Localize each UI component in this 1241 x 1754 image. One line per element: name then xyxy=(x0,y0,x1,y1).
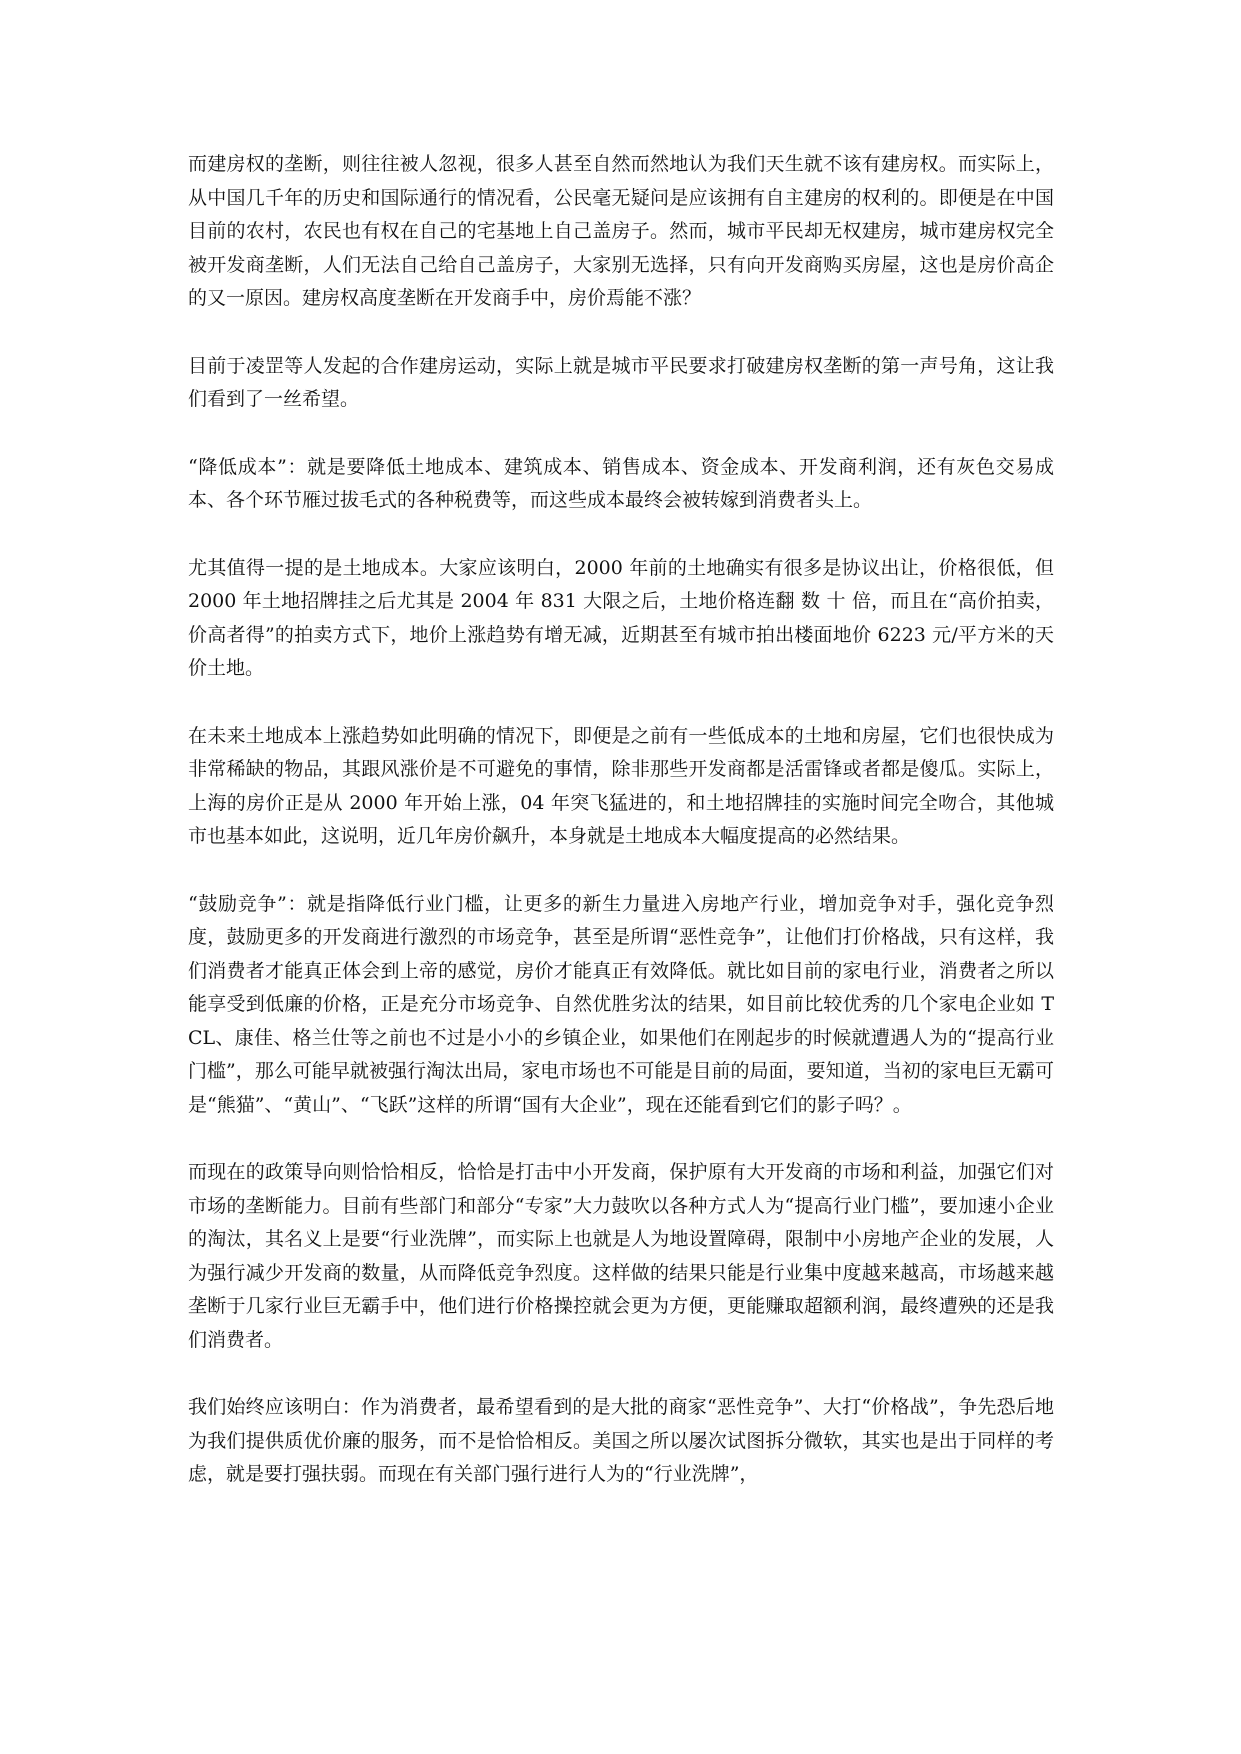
paragraph-2: 目前于凌罡等人发起的合作建房运动，实际上就是城市平民要求打破建房权垄断的第一声号角，这让我们看到了一丝希望。 xyxy=(188,354,1054,410)
paragraph-4: 尤其值得一提的是土地成本。大家应该明白，2000 年前的土地确实有很多是协议出让，价格很低，但 2000 年土地招牌挂之后尤其是 2004 年 831 大限之后，土地价格连翻 数 十 倍，而且在“高价拍卖，价高者得”的拍卖方式下，地价上涨趋势有增无减，近期甚至有城市拍出楼面地价 6223 元/平方米的天价土地。 xyxy=(188,556,1054,679)
paragraph-8: 我们始终应该明白：作为消费者，最希望看到的是大批的商家“恶性竞争”、大打“价格战”，争先恐后地为我们提供质优价廉的服务，而不是恰恰相反。美国之所以屡次试图拆分微软，其实也是出于同样的考虑，就是要打强扶弱。而现在有关部门强行进行人为的“行业洗牌”， xyxy=(188,1396,1054,1485)
paragraph-5: 在未来土地成本上涨趋势如此明确的情况下，即便是之前有一些低成本的土地和房屋，它们也很快成为非常稀缺的物品，其跟风涨价是不可避免的事情，除非那些开发商都是活雷锋或者都是傻瓜。实际上，上海的房价正是从 2000 年开始上涨，04 年突飞猛进的，和土地招牌挂的实施时间完全吻合，其他城市也基本如此，这说明，近几年房价飙升，本身就是土地成本大幅度提高的必然结果。 xyxy=(188,724,1054,847)
document-page xyxy=(188,148,1054,1526)
paragraph-6: “鼓励竞争”：就是指降低行业门槛，让更多的新生力量进入房地产行业，增加竞争对手，强化竞争烈度，鼓励更多的开发商进行激烈的市场竞争，甚至是所谓“恶性竞争”，让他们打价格战，只有这样，我们消费者才能真正体会到上帝的感觉，房价才能真正有效降低。就比如目前的家电行业，消费者之所以能享受到低廉的价格，正是充分市场竞争、自然优胜劣汰的结果，如目前比较优秀的几个家电企业如 TCL、康佳、格兰仕等之前也不过是小小的乡镇企业，如果他们在刚起步的时候就遭遇人为的“提高行业门槛”，那么可能早就被强行淘汰出局，家电市场也不可能是目前的局面，要知道，当初的家电巨无霸可是“熊猫”、“黄山”、“飞跃”这样的所谓“国有大企业”，现在还能看到它们的影子吗？。 xyxy=(188,892,1054,1116)
paragraph-1: 而建房权的垄断，则往往被人忽视，很多人甚至自然而然地认为我们天生就不该有建房权。而实际上，从中国几千年的历史和国际通行的情况看，公民毫无疑问是应该拥有自主建房的权利的。即便是在中国目前的农村，农民也有权在自己的宅基地上自己盖房子。然而，城市平民却无权建房，城市建房权完全被开发商垄断，人们无法自己给自己盖房子，大家别无选择，只有向开发商购买房屋，这也是房价高企的又一原因。建房权高度垄断在开发商手中，房价焉能不涨？ xyxy=(188,153,1054,309)
paragraph-3: “降低成本”：就是要降低土地成本、建筑成本、销售成本、资金成本、开发商利润，还有灰色交易成本、各个环节雁过拔毛式的各种税费等，而这些成本最终会被转嫁到消费者头上。 xyxy=(188,455,1054,511)
paragraph-7: 而现在的政策导向则恰恰相反，恰恰是打击中小开发商，保护原有大开发商的市场和利益，加强它们对市场的垄断能力。目前有些部门和部分“专家”大力鼓吹以各种方式人为“提高行业门槛”，要加速小企业的淘汰，其名义上是要“行业洗牌”，而实际上也就是人为地设置障碍，限制中小房地产企业的发展，人为强行减少开发商的数量，从而降低竞争烈度。这样做的结果只能是行业集中度越来越高，市场越来越垄断于几家行业巨无霸手中，他们进行价格操控就会更为方便，更能赚取超额利润，最终遭殃的还是我们消费者。 xyxy=(188,1161,1054,1351)
